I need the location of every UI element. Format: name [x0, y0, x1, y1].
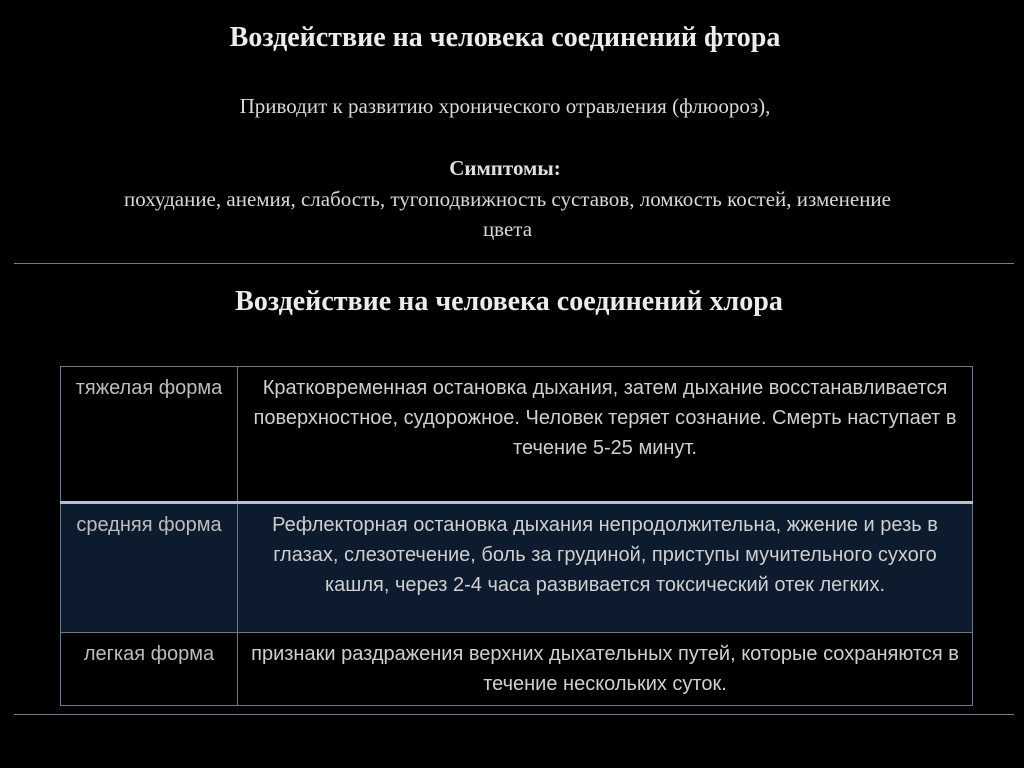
form-label-moderate: средняя форма — [61, 503, 238, 633]
fluorine-title: Воздействие на человека соединений фтора — [229, 22, 781, 53]
form-description-severe: Кратковременная остановка дыхания, затем дыхание восстанавливается поверхностное, судорожное. Человек теряет сознание. Смерть наступает в течение 5-25 минут. — [238, 367, 973, 503]
table-row-severe — [61, 367, 973, 503]
fluorine-subtitle: Приводит к развитию хронического отравления (флюороз), — [239, 94, 771, 118]
section-divider-bottom — [14, 714, 1014, 715]
table-row-moderate — [61, 503, 973, 633]
form-label-severe: тяжелая форма — [61, 367, 238, 503]
symptoms-text: похудание, анемия, слабость, тугоподвижность суставов, ломкость костей, изменение цвета — [123, 187, 891, 241]
form-label-mild: легкая форма — [61, 633, 238, 706]
symptoms-heading: Симптомы: — [449, 156, 561, 180]
chlorine-title: Воздействие на человека соединений хлора — [235, 286, 783, 317]
form-description-moderate: Рефлекторная остановка дыхания непродолжительна, жжение и резь в глазах, слезотечение, боль за грудиной, приступы мучительного сухого кашля, через 2-4 часа развивается токсический отек легких. — [238, 503, 973, 633]
form-description-mild: признаки раздражения верхних дыхательных путей, которые сохраняются в течение нескольких суток. — [238, 633, 973, 706]
section-divider-top — [14, 263, 1014, 264]
table-row-mild — [61, 633, 973, 706]
chlorine-forms-table — [60, 366, 973, 706]
